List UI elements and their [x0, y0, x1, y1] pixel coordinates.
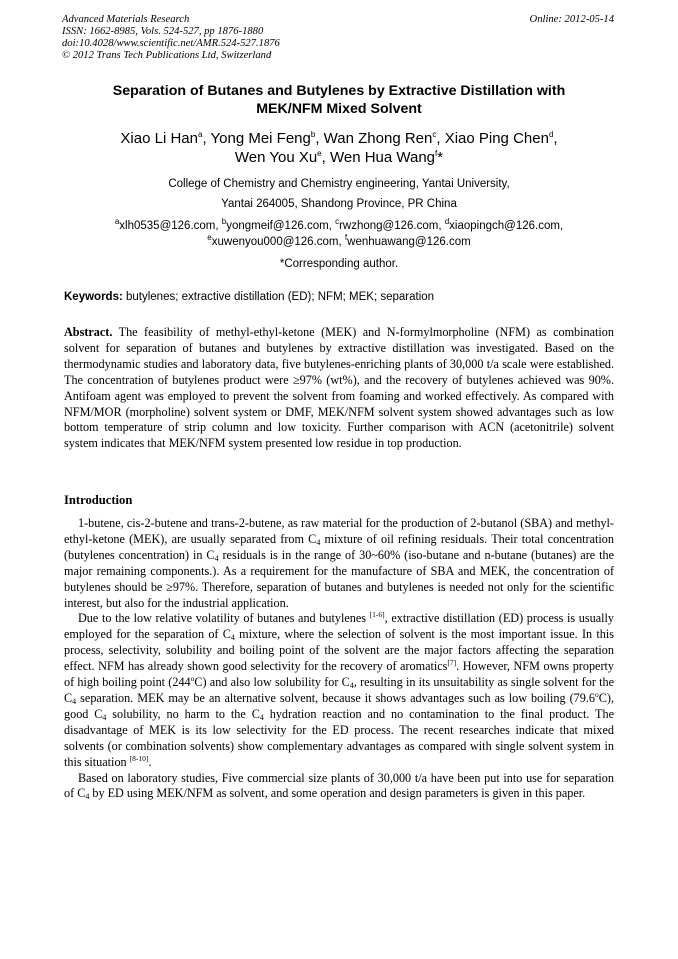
author-mark: d	[548, 130, 554, 139]
citation[interactable]: [1-6]	[369, 610, 385, 620]
author-mark: a	[197, 130, 203, 139]
email-link[interactable]: xuwenyou000@126.com	[211, 236, 339, 248]
author-name: Wen You Xu	[234, 149, 318, 166]
title-line-2: MEK/NFM Mixed Solvent	[256, 101, 422, 117]
introduction-body	[64, 516, 614, 802]
email-link[interactable]: rwzhong@126.com	[339, 220, 439, 232]
journal-name: Advanced Materials Research	[62, 14, 190, 25]
journal-copyright: © 2012 Trans Tech Publications Ltd, Switzerland	[62, 50, 272, 61]
author-mark: e	[317, 149, 322, 158]
email-link[interactable]: wenhuawang@126.com	[347, 236, 471, 248]
paper-title	[64, 82, 614, 118]
author-list	[64, 129, 614, 167]
author-name: Xiao Ping Chen	[444, 130, 549, 147]
journal-doi[interactable]: doi:10.4028/www.scientific.net/AMR.524-527.1876	[62, 38, 280, 49]
affiliation-line-2: Yantai 264005, Shandong Province, PR China	[221, 198, 457, 210]
citation[interactable]: [8-10]	[129, 753, 149, 763]
email-link[interactable]: xiaopingch@126.com	[449, 220, 560, 232]
author-line-1: Xiao Li Han$^a$, Yong Mei Feng$^b$, Wan Zhong Ren$^c$, Xiao Ping Chen$^d$,	[120, 130, 558, 147]
corresponding-note: *Corresponding author.	[279, 258, 399, 270]
journal-header	[62, 14, 280, 62]
abstract	[64, 325, 614, 452]
intro-paragraph-2: Due to the low relative volatility of butanes and butylenes [1-6], extractive distillation (ED) process is usually employed for the separation of $C_4$ mixture, where the selection of solvent is the most important issue. In this process, selectivity, solubility and boiling point of the solvent are the major factors affecting the separation effect. NFM has already shown good selectivity for the recovery of aromatics[7]. However, NFM owns property of high boiling point (244$^o$C) and also low solubility for $C_4$, resulting in its unsuitability as single solvent for the $C_4$ separation. MEK may be an alternative solvent, because it shows advantages such as low boiling (79.6$^o$C), good $C_4$ solubility, no harm to the $C_4$ hydration reaction and no contamination to the final product. The disadvantage of MEK is its low selectivity for the ED process. The recent researches indicate that mixed solvents (or combination solvents) show complementary advantages as compared with single solvent system in this situation [8-10].	[64, 610, 615, 769]
author-name: Xiao Li Han	[120, 130, 198, 147]
author-mark: b	[310, 130, 316, 139]
keywords-label: Keywords:	[64, 291, 123, 303]
citation[interactable]: [7]	[447, 658, 457, 668]
affiliation-line-1: College of Chemistry and Chemistry engineering, Yantai University,	[168, 178, 510, 190]
section-heading-introduction: Introduction	[64, 493, 133, 507]
journal-issn: ISSN: 1662-8985, Vols. 524-527, pp 1876-1880	[62, 26, 264, 37]
online-date: Online: 2012-05-14	[529, 14, 614, 25]
author-line-2: Wen You Xu$^e$, Wen Hua Wang$^f$*	[234, 149, 444, 166]
author-emails	[64, 218, 614, 250]
keywords-text: butylenes; extractive distillation (ED); NFM; MEK; separation	[126, 291, 435, 303]
intro-paragraph-3: Based on laboratory studies, Five commercial size plants of 30,000 t/a have been put into use for separation of $C_4$ by ED using MEK/NFM as solvent, and some operation and design parameters is given in this paper.	[64, 770, 614, 802]
email-line-1: $^a$xlh0535@126.com, $^b$yongmeif@126.com, $^c$rwzhong@126.com, $^d$xiaopingch@126.com,	[114, 217, 564, 232]
abstract-text: The feasibility of methyl-ethyl-ketone (MEK) and N-formylmorpholine (NFM) as combination solvent for separation of butanes and butylenes by extractive distillation was investigated. Based on the thermodynamic studies and laboratory data, five butylenes-enriching plants of 30,000 t/a scale were established. The concentration of butylenes product were ≥97% (wt%), and the recovery of butylenes achieved was 90%. Antifoam agent was employed to prevent the solvent from foaming and worked effectively. As compared with NFM/MOR (morpholine) solvent system or DMF, MEK/NFM solvent system showed advantages such as low bottom temperature of strip column and low toxicity. Further comparison with ACN (acetonitrile) solvent system indicates that MEK/NFM system presented low residue in top production.	[64, 325, 614, 451]
keywords	[64, 290, 616, 304]
author-name: Yong Mei Feng	[210, 130, 311, 147]
email-link[interactable]: yongmeif@126.com	[226, 220, 329, 232]
abstract-label: Abstract.	[64, 325, 113, 339]
email-link[interactable]: xlh0535@126.com	[119, 220, 216, 232]
email-line-2: $^e$xuwenyou000@126.com, $^f$wenhuawang@126.com	[207, 233, 471, 248]
author-name: Wen Hua Wang	[329, 149, 436, 166]
intro-paragraph-1: 1-butene, cis-2-butene and trans-2-butene, as raw material for the production of 2-butanol (SBA) and methyl-ethyl-ketone (MEK), are usually separated from $C_4$ mixture of oil refining residuals. Their total concentration (butylenes concentration) in $C_4$ residuals is in the range of 30~60% (iso-butane and n-butane (butanes) are the major remaining components.). As a requirement for the manufacture of SBA and MEK, the concentration of butylenes should be ≥97%. Therefore, separation of butanes and butylenes is needed not only for the scientific interest, but also for the industrial application.	[64, 516, 614, 610]
corresponding-star: *	[437, 149, 444, 166]
author-name: Wan Zhong Ren	[323, 130, 433, 147]
author-mark: c	[432, 130, 437, 139]
author-mark: f	[435, 149, 438, 158]
title-line-1: Separation of Butanes and Butylenes by Extractive Distillation with	[112, 83, 566, 99]
